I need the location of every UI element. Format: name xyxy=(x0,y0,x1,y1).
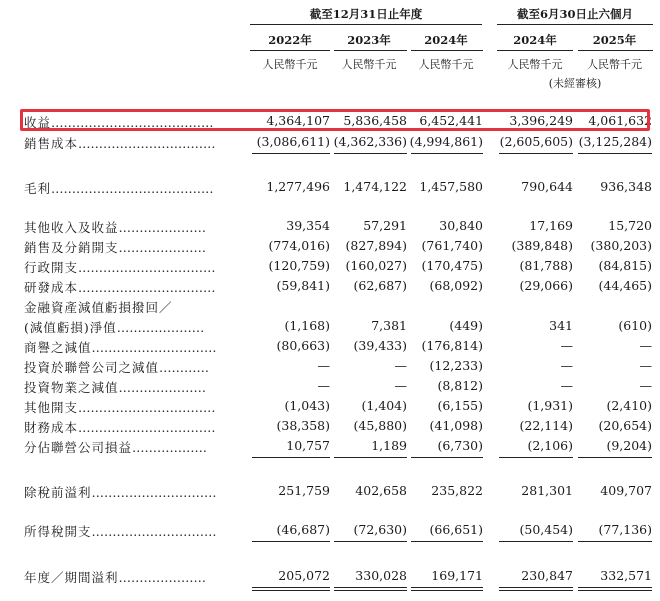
row-label-text: 收益 xyxy=(24,115,52,130)
leader-dots: ………………………………… xyxy=(51,181,214,196)
col-rule xyxy=(334,50,407,51)
value-cell: (46,687) xyxy=(276,522,330,537)
row-label xyxy=(24,378,206,396)
value-cell: (12,233) xyxy=(429,358,483,373)
header-rule-halfyear xyxy=(497,24,653,25)
total-rule xyxy=(411,153,483,154)
value-cell: — xyxy=(639,338,652,353)
value-cell: 30,840 xyxy=(439,218,483,233)
total-rule xyxy=(578,541,652,542)
row-label-text: 投資於聯營公司之減值 xyxy=(24,360,160,375)
value-cell: 409,707 xyxy=(600,483,652,498)
row-label-text: 所得稅開支 xyxy=(24,524,92,539)
value-cell: (774,016) xyxy=(268,238,330,253)
value-cell: (29,066) xyxy=(519,278,573,293)
value-cell: (59,841) xyxy=(276,278,330,293)
value-cell: 341 xyxy=(549,318,573,333)
value-cell: (84,815) xyxy=(598,258,652,273)
value-cell: (20,654) xyxy=(598,418,652,433)
col-header-2025-h1: 2025年 xyxy=(592,33,637,47)
value-cell: 1,457,580 xyxy=(419,179,483,194)
value-cell: (6,155) xyxy=(437,398,483,413)
value-cell: (72,630) xyxy=(353,522,407,537)
header-years-group: 截至12月31日止年度 xyxy=(309,7,423,21)
value-cell: 169,171 xyxy=(431,568,483,583)
total-rule xyxy=(252,590,330,591)
header-halfyear-group: 截至6月30日止六個月 xyxy=(516,7,633,21)
total-rule xyxy=(578,587,652,588)
value-cell: 1,189 xyxy=(371,438,407,453)
row-label-text: 銷售及分銷開支 xyxy=(24,240,119,255)
leader-dots: ………………………… xyxy=(91,485,217,500)
total-rule xyxy=(334,587,407,588)
total-rule xyxy=(499,587,573,588)
value-cell: (2,410) xyxy=(606,398,652,413)
row-label xyxy=(24,568,206,586)
row-label xyxy=(24,358,209,376)
total-rule xyxy=(252,541,330,542)
value-cell: (761,740) xyxy=(421,238,483,253)
row-label xyxy=(24,398,216,416)
value-cell: (389,848) xyxy=(511,238,573,253)
total-rule xyxy=(578,457,652,458)
value-cell: 57,291 xyxy=(363,218,407,233)
leader-dots: ………………………………… xyxy=(51,115,214,130)
row-label-text: 毛利 xyxy=(24,181,52,196)
value-cell: 936,348 xyxy=(600,179,652,194)
revenue-highlight-box xyxy=(20,109,650,131)
value-cell: (8,812) xyxy=(437,378,483,393)
value-cell: — xyxy=(560,338,573,353)
row-label-text: 其他開支 xyxy=(24,400,79,415)
row-label xyxy=(24,258,216,276)
value-cell: (77,136) xyxy=(598,522,652,537)
row-label xyxy=(24,134,216,152)
row-label-text: 金融資產減值虧損撥回／ xyxy=(24,300,173,315)
total-rule xyxy=(499,590,573,591)
value-cell: (4,994,861) xyxy=(409,134,483,149)
leader-dots: ………………… xyxy=(118,380,207,395)
row-label xyxy=(24,338,217,356)
value-cell: (827,894) xyxy=(345,238,407,253)
value-cell: (41,098) xyxy=(429,418,483,433)
unit-label: 人民幣千元 xyxy=(418,58,474,71)
value-cell: (50,454) xyxy=(519,522,573,537)
unit-label: 人民幣千元 xyxy=(262,58,318,71)
leader-dots: ………………………… xyxy=(91,524,217,539)
row-label-text: 分佔聯營公司損益 xyxy=(24,440,133,455)
value-cell: (6,730) xyxy=(437,438,483,453)
value-cell: — xyxy=(560,358,573,373)
total-rule xyxy=(252,153,330,154)
leader-dots: ………………… xyxy=(118,570,207,585)
value-cell: 4,061,632 xyxy=(588,113,652,128)
col-header-2024-h1: 2024年 xyxy=(513,33,557,47)
value-cell: 205,072 xyxy=(278,568,330,583)
value-cell: 17,169 xyxy=(529,218,573,233)
total-rule xyxy=(411,541,483,542)
value-cell: 5,836,458 xyxy=(343,113,407,128)
value-cell: 1,277,496 xyxy=(266,179,330,194)
total-rule xyxy=(252,457,330,458)
value-cell: — xyxy=(317,358,330,373)
total-rule xyxy=(334,541,407,542)
value-cell: (176,814) xyxy=(421,338,483,353)
total-rule xyxy=(252,587,330,588)
header-rule-years xyxy=(250,24,482,25)
value-cell: (22,114) xyxy=(519,418,573,433)
leader-dots: ………………… xyxy=(116,320,205,335)
total-rule xyxy=(334,590,407,591)
row-label-text: 財務成本 xyxy=(24,420,79,435)
value-cell: (44,465) xyxy=(598,278,652,293)
total-rule xyxy=(411,587,483,588)
value-cell: 230,847 xyxy=(521,568,573,583)
value-cell: (2,605,605) xyxy=(499,134,573,149)
value-cell: (9,204) xyxy=(606,438,652,453)
value-cell: (1,168) xyxy=(284,318,330,333)
value-cell: — xyxy=(560,378,573,393)
value-cell: — xyxy=(394,358,407,373)
row-label-text: 投資物業之減值 xyxy=(24,380,119,395)
col-rule xyxy=(250,50,330,51)
value-cell: 402,658 xyxy=(355,483,407,498)
total-rule xyxy=(499,153,573,154)
row-label xyxy=(24,318,204,336)
row-label xyxy=(24,298,173,316)
value-cell: — xyxy=(639,358,652,373)
col-rule xyxy=(411,50,483,51)
row-label-text: 研發成本 xyxy=(24,280,79,295)
row-label-text: 年度／期間溢利 xyxy=(24,570,119,585)
total-rule xyxy=(578,153,652,154)
value-cell: 281,301 xyxy=(521,483,573,498)
row-label-text: 除稅前溢利 xyxy=(24,485,92,500)
value-cell: (68,092) xyxy=(429,278,483,293)
value-cell: 10,757 xyxy=(286,438,330,453)
col-rule xyxy=(578,50,653,51)
leader-dots: ………… xyxy=(159,360,210,375)
value-cell: — xyxy=(394,378,407,393)
value-cell: 15,720 xyxy=(608,218,652,233)
value-cell: (380,203) xyxy=(590,238,652,253)
total-rule xyxy=(499,457,573,458)
leader-dots: …………………………… xyxy=(78,280,216,295)
leader-dots: ………………………… xyxy=(91,340,217,355)
row-label xyxy=(24,179,214,197)
value-cell: (1,404) xyxy=(361,398,407,413)
unit-label: 人民幣千元 xyxy=(587,58,642,71)
leader-dots: …………………………… xyxy=(78,136,216,151)
total-rule xyxy=(578,590,652,591)
value-cell: — xyxy=(317,378,330,393)
leader-dots: …………………………… xyxy=(78,260,216,275)
value-cell: (449) xyxy=(449,318,483,333)
value-cell: 4,364,107 xyxy=(266,113,330,128)
value-cell: 7,381 xyxy=(371,318,407,333)
unit-label: 人民幣千元 xyxy=(507,58,563,71)
col-header-2023: 2023年 xyxy=(347,33,391,47)
value-cell: (160,027) xyxy=(345,258,407,273)
value-cell: (66,651) xyxy=(429,522,483,537)
leader-dots: ………………… xyxy=(118,240,207,255)
leader-dots: …………………………… xyxy=(78,400,216,415)
row-label-text: 其他收入及收益 xyxy=(24,220,119,235)
value-cell: (610) xyxy=(618,318,652,333)
value-cell: (2,106) xyxy=(527,438,573,453)
value-cell: (120,759) xyxy=(268,258,330,273)
row-label xyxy=(24,278,216,296)
value-cell: (81,788) xyxy=(519,258,573,273)
total-rule xyxy=(411,590,483,591)
value-cell: 6,452,441 xyxy=(419,113,483,128)
row-label-text: 商譽之減值 xyxy=(24,340,92,355)
value-cell: — xyxy=(639,378,652,393)
value-cell: 3,396,249 xyxy=(509,113,573,128)
row-label-text: 銷售成本 xyxy=(24,136,79,151)
value-cell: (80,663) xyxy=(276,338,330,353)
row-label xyxy=(24,438,207,456)
value-cell: (4,362,336) xyxy=(333,134,407,149)
row-label xyxy=(24,418,216,436)
value-cell: 332,571 xyxy=(600,568,652,583)
row-label-text: (減值虧損)淨值 xyxy=(24,320,117,335)
col-header-2022: 2022年 xyxy=(268,33,312,47)
leader-dots: ……………… xyxy=(132,440,208,455)
unaudited-label: (未經審核) xyxy=(548,77,602,90)
col-rule xyxy=(497,50,573,51)
value-cell: 790,644 xyxy=(521,179,573,194)
row-label xyxy=(24,483,217,501)
value-cell: (170,475) xyxy=(421,258,483,273)
leader-dots: …………………………… xyxy=(78,420,216,435)
value-cell: 1,474,122 xyxy=(343,179,407,194)
value-cell: 251,759 xyxy=(278,483,330,498)
total-rule xyxy=(411,457,483,458)
value-cell: (45,880) xyxy=(353,418,407,433)
value-cell: (62,687) xyxy=(353,278,407,293)
value-cell: (3,125,284) xyxy=(578,134,652,149)
row-label xyxy=(24,218,206,236)
leader-dots: ………………… xyxy=(118,220,207,235)
value-cell: 39,354 xyxy=(286,218,330,233)
total-rule xyxy=(499,541,573,542)
unit-label: 人民幣千元 xyxy=(341,58,397,71)
row-label-text: 行政開支 xyxy=(24,260,79,275)
total-rule xyxy=(334,153,407,154)
value-cell: 330,028 xyxy=(355,568,407,583)
value-cell: (1,931) xyxy=(527,398,573,413)
value-cell: (1,043) xyxy=(284,398,330,413)
value-cell: (38,358) xyxy=(276,418,330,433)
value-cell: (3,086,611) xyxy=(256,134,330,149)
value-cell: (39,433) xyxy=(353,338,407,353)
col-header-2024: 2024年 xyxy=(424,33,468,47)
total-rule xyxy=(334,457,407,458)
value-cell: 235,822 xyxy=(431,483,483,498)
row-label xyxy=(24,522,217,540)
row-label xyxy=(24,238,206,256)
